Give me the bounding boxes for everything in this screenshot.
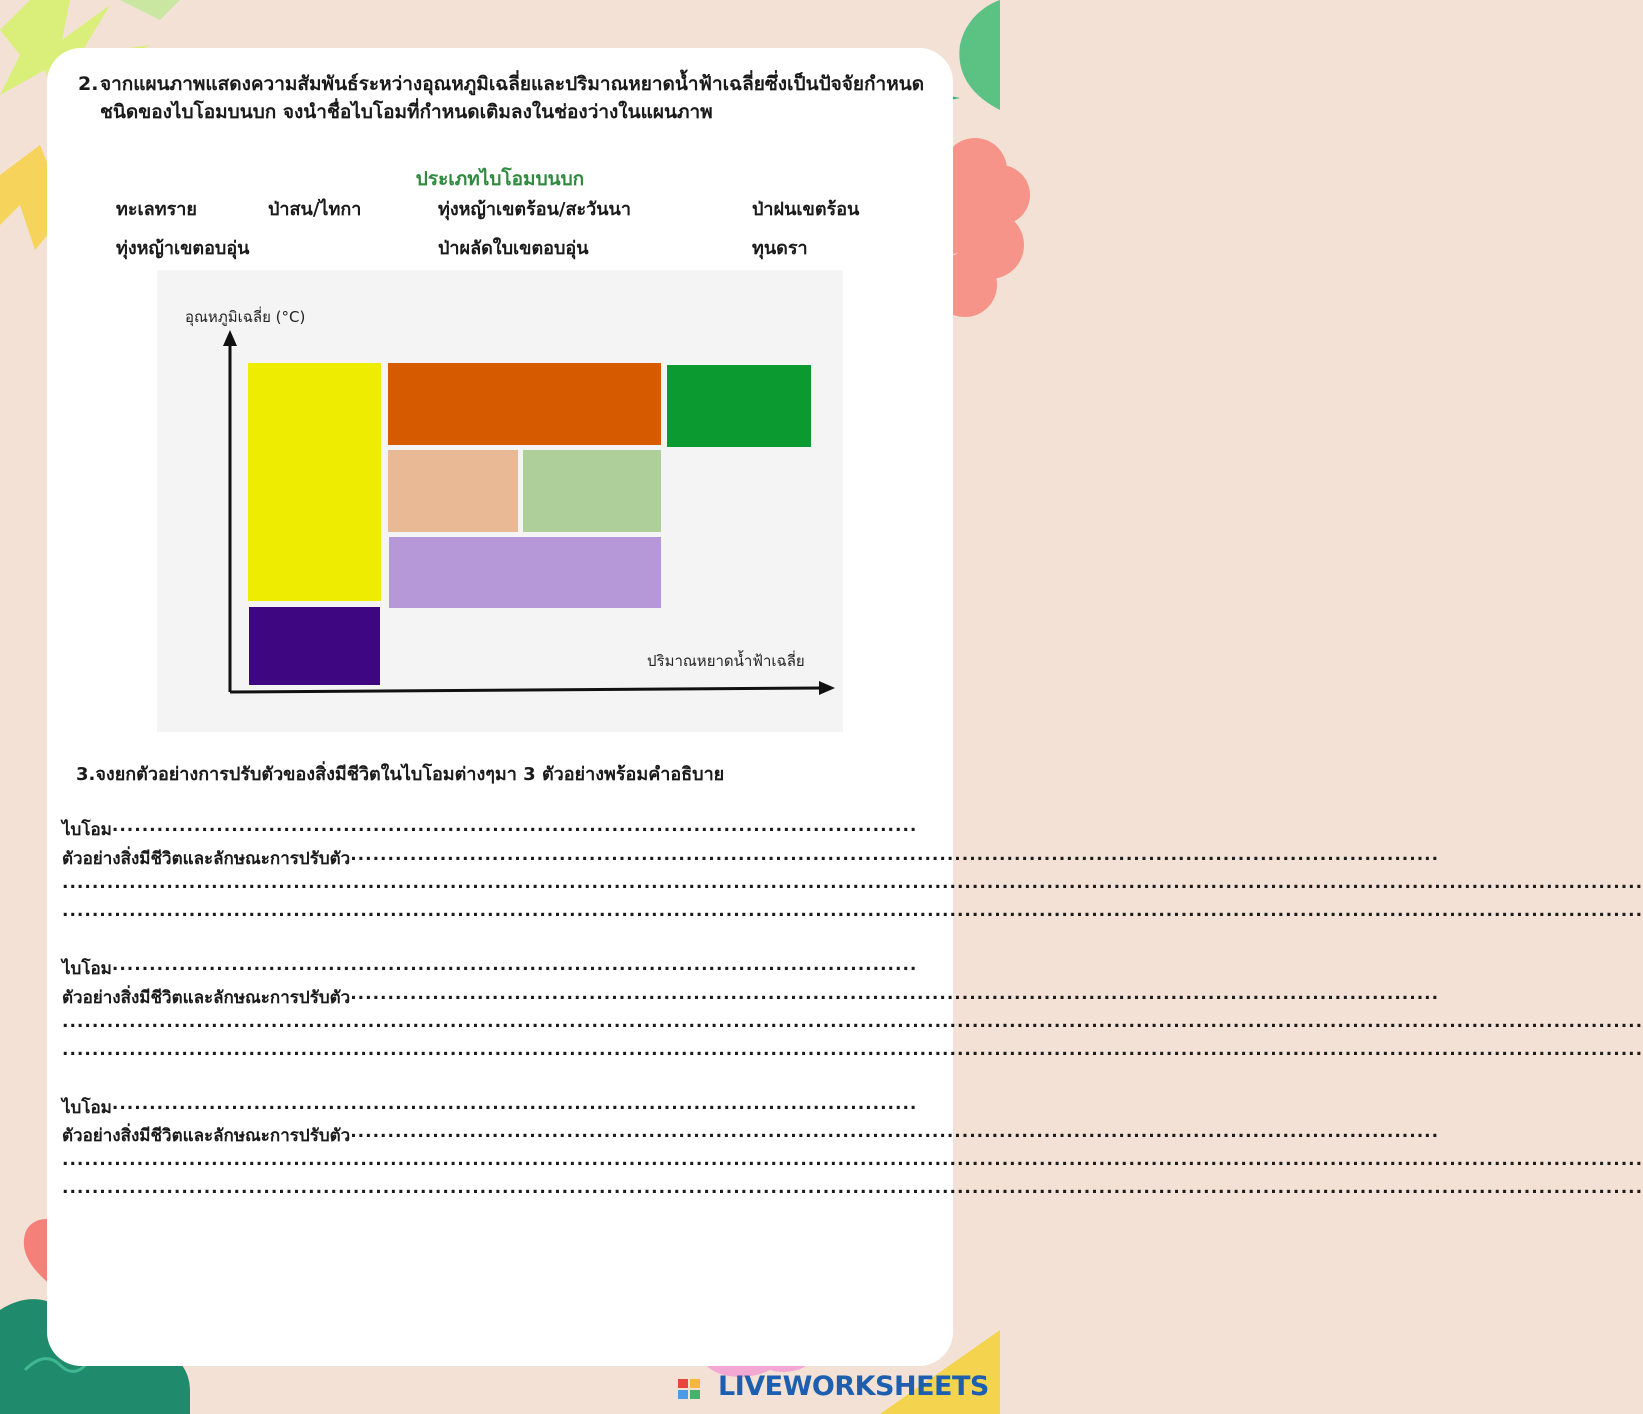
biome-option: ป่าผลัดใบเขตอบอุ่น [438,238,589,259]
biome-diagram [157,270,843,732]
example-label: ตัวอย่างสิ่งมีชีวิตและลักษณะการปรับตัว [62,988,351,1008]
biome-types-title: ประเภทไบโอมบนบก [415,168,585,190]
biome-answer-line[interactable]: ไบโอม............................................................................................................ [62,816,918,840]
example-label: ตัวอย่างสิ่งมีชีวิตและลักษณะการปรับตัว [62,849,351,869]
example-answer-line[interactable]: ตัวอย่างสิ่งมีชีวิตและลักษณะการปรับตัว.................................................................................................................................................. [62,1122,1440,1146]
diagram-block-purple[interactable] [249,607,380,685]
example-label: ตัวอย่างสิ่งมีชีวิตและลักษณะการปรับตัว [62,1126,351,1146]
blank-answer-line[interactable]: .................................................................................................................................................................................................................... [62,1178,1643,1198]
diagram-block-lavender[interactable] [389,537,661,608]
y-axis-label: อุณหภูมิเฉลี่ย (°C) [185,308,306,326]
diagram-block-yellow[interactable] [248,363,381,601]
diagram-block-orange[interactable] [388,363,661,445]
y-axis-arrow-icon [223,330,237,346]
blank-answer-line[interactable]: .................................................................................................................................................................................................................... [62,1012,1643,1032]
x-axis [230,688,821,692]
diagram-block-light-green[interactable] [523,450,661,532]
example-answer-line[interactable]: ตัวอย่างสิ่งมีชีวิตและลักษณะการปรับตัว.................................................................................................................................................. [62,984,1440,1008]
diagram-block-green[interactable] [667,365,811,447]
biome-option: ป่าฝนเขตร้อน [752,199,860,220]
biome-option: ทะเลทราย [116,199,197,220]
blank-answer-line[interactable]: .................................................................................................................................................................................................................... [62,873,1643,893]
biome-answer-line[interactable]: ไบโอม............................................................................................................ [62,955,918,979]
blank-answer-line[interactable]: .................................................................................................................................................................................................................... [62,1150,1643,1170]
biome-label: ไบโอม [62,959,112,979]
question-3-text: 3.จงยกตัวอย่างการปรับตัวของสิ่งมีชีวิตในไบโอมต่างๆมา 3 ตัวอย่างพร้อมคำอธิบาย [76,764,725,785]
blank-answer-line[interactable]: .................................................................................................................................................................................................................... [62,901,1643,921]
biome-diagram-svg [157,270,843,732]
biome-option: ทุ่งหญ้าเขตร้อน/สะวันนา [438,199,631,220]
biome-label: ไบโอม [62,820,112,840]
blank-answer-line[interactable]: .................................................................................................................................................................................................................... [62,1040,1643,1060]
biome-answer-line[interactable]: ไบโอม............................................................................................................ [62,1094,918,1118]
diagram-block-peach[interactable] [388,450,518,532]
liveworksheets-brand[interactable]: LIVEWORKSHEETS [718,1371,989,1402]
question-2-text: จากแผนภาพแสดงความสัมพันธ์ระหว่างอุณหภูมิเฉลี่ยและปริมาณหยาดน้ำฟ้าเฉลี่ยซึ่งเป็นปัจจัยกำหนดชนิดของไบโอมบนบก จงนำชื่อไบโอมที่กำหนดเติมลงในช่องว่างในแผนภาพ [100,73,925,123]
example-answer-line[interactable]: ตัวอย่างสิ่งมีชีวิตและลักษณะการปรับตัว.................................................................................................................................................. [62,845,1440,869]
biome-label: ไบโอม [62,1098,112,1118]
x-axis-arrow-icon [819,681,835,695]
biome-option: ทุนดรา [752,238,808,259]
x-axis-label: ปริมาณหยาดน้ำฟ้าเฉลี่ย [647,652,805,670]
biome-option: ป่าสน/ไทกา [268,199,362,220]
liveworksheets-logo-icon [678,1378,714,1400]
question-2-number: 2. [78,73,99,95]
question-2 [78,70,944,126]
biome-option: ทุ่งหญ้าเขตอบอุ่น [116,238,250,259]
